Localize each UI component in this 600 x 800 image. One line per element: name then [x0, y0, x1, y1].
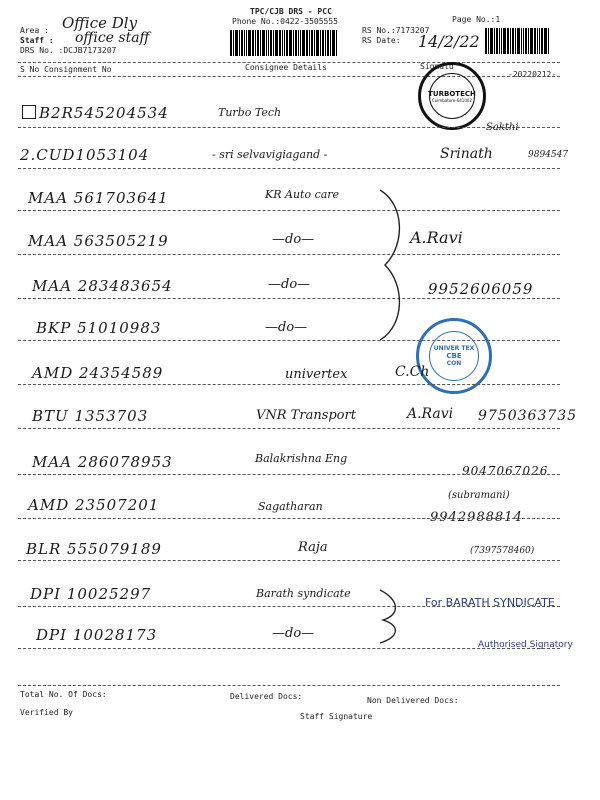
rs-date-value: 14/2/22 [418, 32, 480, 51]
row2-phone: 9894547 [528, 150, 569, 160]
area-value: Office Dly [62, 14, 138, 32]
row11-consignee: Raja [298, 540, 328, 555]
row1-consignee: Turbo Tech [218, 106, 282, 119]
row10-consignee: Sagatharan [258, 500, 323, 513]
col-consignee: Consignee Details [245, 63, 327, 72]
row11-phone: (7397578460) [470, 546, 535, 556]
delivered-docs: Delivered Docs: [230, 692, 303, 701]
doc-title: TPC/CJB DRS - PCC [250, 7, 332, 16]
row4-line [18, 254, 560, 255]
barath-stamp-signatory: Authorised Signatory [478, 640, 573, 650]
drs-no: DRS No. :DCJB7173207 [20, 46, 117, 55]
staff-signature: Staff Signature [300, 712, 373, 721]
turbotech-stamp [418, 62, 486, 130]
row3-line [18, 210, 560, 211]
row2-consignment: 2.CUD1053104 [20, 146, 150, 164]
bracket-mark-upper [375, 185, 415, 345]
row10-line [18, 518, 560, 519]
row8-line [18, 428, 560, 429]
row9-consignment: MAA 286078953 [32, 453, 173, 471]
row8-consignment: BTU 1353703 [32, 407, 149, 425]
univertex-stamp [416, 318, 492, 394]
row2-sakthi: Sakthi [486, 122, 519, 133]
col-signature: Signatu [420, 62, 454, 71]
row12-consignment: DPI 10025297 [30, 585, 152, 603]
row5-consignment: MAA 283483654 [32, 277, 173, 295]
rs-date-label: RS Date: [362, 36, 401, 45]
row6-consignee: —do— [265, 320, 308, 335]
row13-consignment: DPI 10028173 [36, 626, 158, 644]
row12-consignee: Barath syndicate [256, 587, 351, 600]
staff-label: Staff : [20, 36, 54, 45]
row2-consignee: - sri selvavigiagand - [212, 148, 328, 161]
row1-line [18, 127, 560, 128]
verified-by: Verified By [20, 708, 73, 717]
page-no: Page No.:1 [452, 15, 501, 24]
row10-subramani: (subramani) [448, 490, 510, 501]
row10-phone: 9942988814 [430, 510, 523, 525]
staff-value: office staff [75, 30, 150, 46]
date-code: -20220212- [508, 70, 557, 79]
row2-line [18, 168, 560, 169]
row7-consignment: AMD 24354589 [32, 364, 164, 382]
row6-consignment: BKP 51010983 [36, 319, 162, 337]
barcode-right [485, 28, 565, 54]
row13-consignee: —do— [272, 626, 315, 641]
turbotech-stamp-bottom: Coimbatore-641002 [432, 97, 472, 103]
row9-line [18, 474, 560, 475]
footer-divider [18, 685, 560, 686]
univertex-stamp-top: UNIVER TEX [433, 345, 475, 352]
barcode-left [230, 30, 355, 56]
row11-line [18, 560, 560, 561]
bracket-mark-lower [375, 585, 405, 645]
row2-signature: Srinath [440, 146, 493, 162]
univertex-stamp-right: CON [446, 360, 462, 367]
row7-consignee: univertex [285, 367, 348, 382]
row8-phone: 9750363735 [478, 408, 578, 424]
row5-line [18, 298, 560, 299]
row9-consignee: Balakrishna Eng [255, 452, 348, 465]
row4-signature: A.Ravi [410, 228, 463, 247]
row5-consignee: —do— [268, 277, 311, 292]
row8-signature: A.Ravi [407, 406, 454, 422]
area-label: Area : [20, 26, 49, 35]
rs-no: RS No.:7173207 [362, 26, 430, 35]
row5-phone: 9952606059 [428, 280, 534, 298]
row3-consignee: KR Auto care [265, 188, 340, 201]
row8-consignee: VNR Transport [256, 408, 356, 423]
row10-consignment: AMD 23507201 [28, 496, 160, 514]
row3-consignment: MAA 561703641 [28, 189, 169, 207]
barath-stamp-title: For BARATH SYNDICATE [425, 596, 555, 609]
total-docs: Total No. Of Docs: [20, 690, 107, 699]
non-delivered-docs: Non Delivered Docs: [367, 696, 459, 705]
turbotech-stamp-top: TURBOTECH [428, 89, 476, 98]
row1-checkbox [22, 105, 36, 119]
row13-line [18, 648, 560, 649]
row7-line [18, 384, 560, 385]
col-sno-consignment: S No Consignment No [20, 65, 112, 74]
row4-consignment: MAA 563505219 [28, 232, 169, 250]
row1-consignment: B2R545204534 [22, 104, 169, 122]
row7-signature: C.Ch [395, 364, 430, 380]
phone-no: Phone No.:0422-3505555 [232, 17, 338, 26]
row4-consignee: —do— [272, 232, 315, 247]
univertex-stamp-mid: CBE [446, 352, 462, 360]
row11-consignment: BLR 555079189 [26, 540, 162, 558]
row9-phone: 9047067026 [462, 464, 549, 478]
